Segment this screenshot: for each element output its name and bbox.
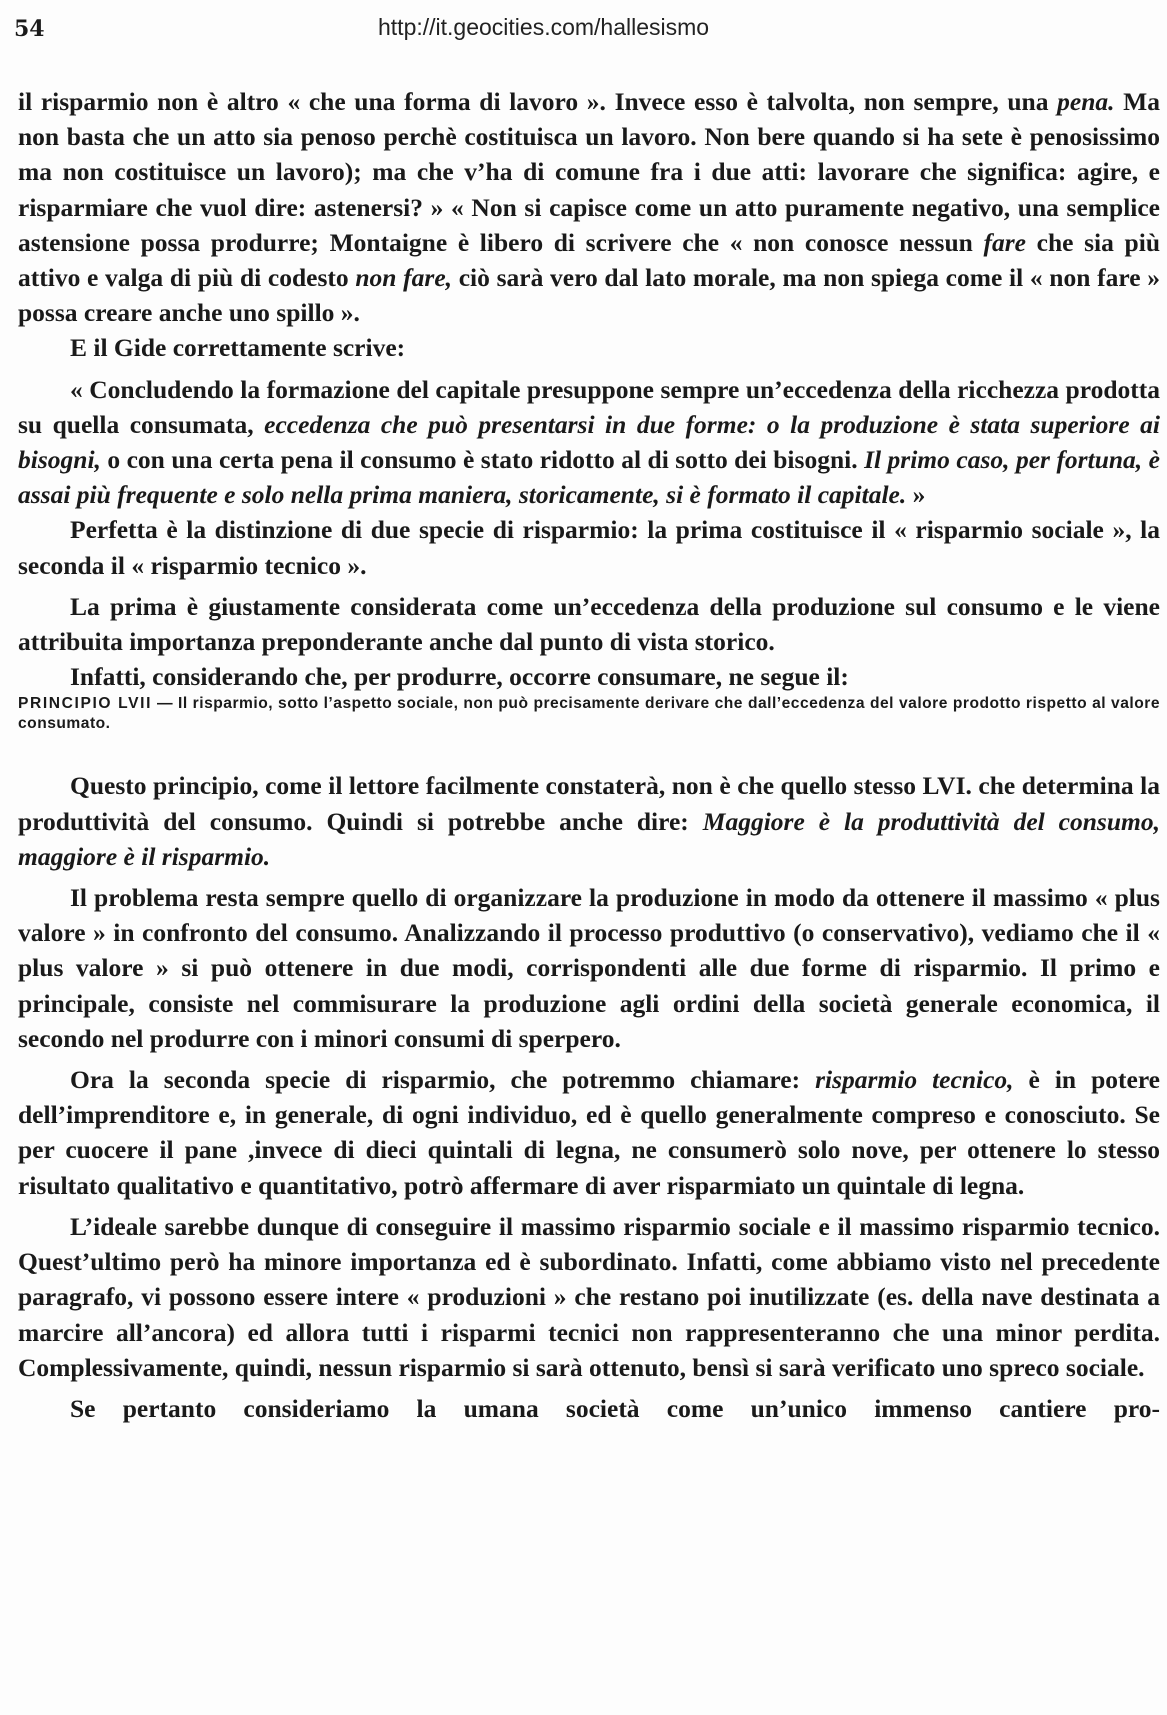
paragraph-2: E il Gide correttamente scrive:	[70, 333, 406, 363]
paragraph-4: Perfetta è la distinzione di due specie di risparmio: la prima costituisce il « risparmio sociale », la seconda il « risparmio tecnico ».	[18, 515, 1160, 580]
paragraph-11: Se pertanto consideriamo la umana società come un’unico immenso cantiere pro-	[70, 1393, 1160, 1423]
text-run: il risparmio non è altro « che una forma di lavoro ». Invece esso è talvolta, non sempre, una	[18, 87, 1058, 116]
text-run: Ma non basta che un atto sia penoso perchè costituisca un lavoro. Non bere quando si ha sete è penosissimo ma non costituisce un lavoro); ma che v’ha di comune fra i due atti: lavorare che significa: agire, e risparmiare che vuol dire: astenersi? » « Non si capisce come un atto puramente negativo, una semplice astensione possa produrre; Montaigne è libero di scrivere che « non conosce nessun	[18, 87, 1160, 257]
italic-run: pena.	[1057, 87, 1115, 116]
paragraph-7	[18, 768, 1160, 874]
text-run: o con una certa pena il consumo è stato ridotto al di sotto dei bisogni.	[100, 445, 865, 475]
principle-text: — Il risparmio, sotto l’aspetto sociale, non può precisamente derivare che dall’eccedenza del valore prodotto rispetto al valore consumato.	[18, 695, 1160, 733]
italic-run: eccedenza che può presentarsi in due forme: o la produzione è stata superiore ai bisogni,	[18, 409, 1160, 475]
text-run: ciò sarà vero dal lato morale, ma non spiega come il « non fare » possa creare anche uno spillo ».	[18, 263, 1160, 328]
section-gap	[18, 734, 1160, 768]
text-run: « Concludendo la formazione del capitale presuppone sempre un’eccedenza della ricchezza prodotta su quella consumata,	[18, 374, 1160, 439]
italic-run: non fare,	[355, 263, 453, 293]
text-run: »	[906, 480, 926, 510]
text-run: Questo principio, come il lettore facilmente constaterà, non è che quello stesso LVI. che determina la produttività del consumo. Quindi si potrebbe anche dire:	[18, 771, 1160, 836]
italic-run: Maggiore è la produttività del consumo, maggiore è il risparmio.	[18, 806, 1160, 871]
text-run: che sia più attivo e valga di più di codesto	[18, 227, 1160, 293]
text-run: è in potere dell’imprenditore e, in generale, di ogni individuo, ed è quello generalmente compreso e conosciuto. Se per cuocere il pane ,invece di dieci quintali di legna, ne consumerò solo nove, per ottenere lo stesso risultato qualitativo e quantitativo, potrò affermare di aver risparmiato un quintale di legna.	[18, 1065, 1160, 1200]
principle-heading: PRINCIPIO LVII	[18, 695, 153, 713]
text-run: Ora la seconda specie di risparmio, che potremmo chiamare:	[70, 1065, 816, 1095]
paragraph-8: Il problema resta sempre quello di organizzare la produzione in modo da ottenere il massimo « plus valore » in confronto del consumo. Analizzando il processo produttivo (o conservativo), vediamo che il « plus valore » si può ottenere in due modi, corrispondenti alle due forme di risparmio. Il primo e principale, consiste nel commisurare la produzione agli ordini della società generale economica, il secondo nel produrre con i minori consumi di sperpero.	[18, 883, 1160, 1053]
page-number: 54	[14, 16, 45, 42]
italic-run: fare	[983, 227, 1026, 257]
principle-box	[18, 694, 1160, 734]
paragraph-1	[18, 84, 1160, 330]
paragraph-9	[18, 1062, 1160, 1203]
quote-paragraph	[18, 372, 1160, 513]
body-text	[18, 84, 1160, 1426]
italic-run: risparmio tecnico,	[815, 1065, 1014, 1095]
italic-run: Il primo caso, per fortuna, è assai più frequente e solo nella prima maniera, storicamente, si è formato il capitale.	[18, 445, 1160, 510]
paragraph-6: Infatti, considerando che, per produrre, occorre consumare, ne segue il:	[70, 662, 849, 692]
paragraph-10: L’ideale sarebbe dunque di conseguire il massimo risparmio sociale e il massimo risparmio tecnico. Quest’ultimo però ha minore importanza ed è subordinato. Infatti, come abbiamo visto nel precedente paragrafo, vi possono essere intere « produzioni » che restano poi inutilizzate (es. della nave destinata a marcire all’ancora) ed allora tutti i risparmi tecnici non rappresenteranno che una minor perdita. Complessivamente, quindi, nessun risparmio si sarà ottenuto, bensì si sarà verificato uno spreco sociale.	[18, 1211, 1160, 1382]
paragraph-5: La prima è giustamente considerata come un’eccedenza della produzione sul consumo e le viene attribuita importanza preponderante anche dal punto di vista storico.	[18, 591, 1160, 657]
header-url: http://it.geocities.com/hallesismo	[378, 14, 710, 40]
